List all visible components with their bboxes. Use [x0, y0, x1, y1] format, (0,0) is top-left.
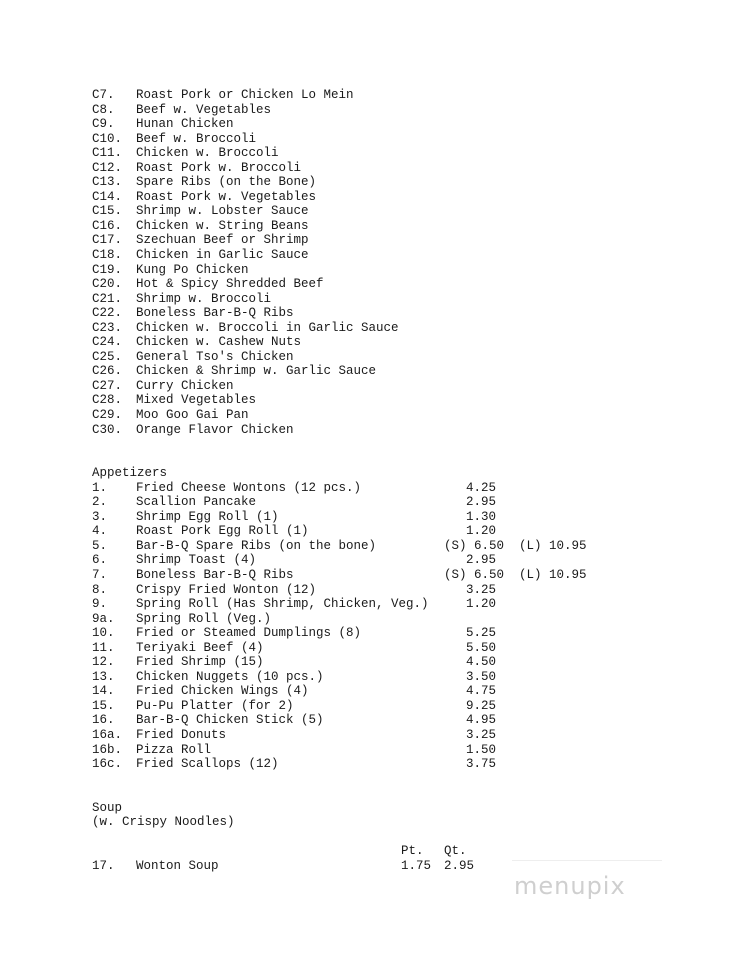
list-item [92, 175, 732, 190]
item-number: 3. [92, 509, 108, 524]
item-name: Fried or Steamed Dumplings (8) [136, 626, 362, 641]
list-item [92, 335, 732, 350]
item-name: Crispy Fried Wonton (12) [136, 582, 317, 597]
list-item [92, 699, 732, 714]
item-number: C12. [92, 160, 123, 175]
list-item [92, 743, 732, 758]
item-name: Scallion Pancake [136, 495, 257, 510]
list-item [92, 481, 732, 496]
item-name: Pizza Roll [136, 742, 212, 757]
item-price: 2.95 [466, 553, 497, 568]
list-item [92, 306, 732, 321]
item-price: 5.50 [466, 640, 497, 655]
quart-header: Qt. [444, 844, 467, 859]
watermark-rule [512, 860, 662, 861]
item-number: 16a. [92, 727, 123, 742]
list-item [92, 277, 732, 292]
item-price: 3.75 [466, 757, 497, 772]
item-price: 1.50 [466, 742, 497, 757]
list-item [92, 713, 732, 728]
item-number: C9. [92, 117, 115, 132]
list-item [92, 510, 732, 525]
list-item [92, 248, 732, 263]
list-item [92, 292, 732, 307]
item-name: Roast Pork Egg Roll (1) [136, 524, 309, 539]
item-price: 3.50 [466, 669, 497, 684]
item-number: 7. [92, 567, 108, 582]
item-number: 9a. [92, 611, 115, 626]
item-name: Fried Donuts [136, 727, 227, 742]
list-item [92, 495, 732, 510]
item-number: C7. [92, 88, 115, 102]
item-number: C14. [92, 189, 123, 204]
item-number: 4. [92, 524, 108, 539]
item-name: Spring Roll (Has Shrimp, Chicken, Veg.) [136, 597, 429, 612]
list-item [92, 233, 732, 248]
item-name: Roast Pork or Chicken Lo Mein [136, 88, 354, 102]
item-name: General Tso's Chicken [136, 349, 294, 364]
item-price: 4.75 [466, 684, 497, 699]
item-name: Hot & Spicy Shredded Beef [136, 277, 324, 292]
item-name: Chicken Nuggets (10 pcs.) [136, 669, 324, 684]
item-name: Boneless Bar-B-Q Ribs [136, 306, 294, 321]
item-name: Spring Roll (Veg.) [136, 611, 272, 626]
item-number: C15. [92, 204, 123, 219]
item-price: 4.95 [466, 713, 497, 728]
item-name: Fried Scallops (12) [136, 757, 279, 772]
list-item [92, 219, 732, 234]
item-number: C20. [92, 277, 123, 292]
item-price: 4.25 [466, 480, 497, 495]
combo-list [92, 88, 732, 437]
item-name: Spare Ribs (on the Bone) [136, 175, 317, 190]
item-number: C13. [92, 175, 123, 190]
item-number: C19. [92, 262, 123, 277]
item-price: 3.25 [466, 727, 497, 742]
item-name: Kung Po Chicken [136, 262, 249, 277]
appetizers-heading: Appetizers [92, 466, 168, 481]
item-number: 6. [92, 553, 108, 568]
item-name: Teriyaki Beef (4) [136, 640, 264, 655]
list-item [92, 408, 732, 423]
list-item [92, 88, 732, 103]
item-name: Fried Cheese Wontons (12 pcs.) [136, 480, 362, 495]
list-item [92, 132, 732, 147]
item-price: 3.25 [466, 582, 497, 597]
item-price: 4.50 [466, 655, 497, 670]
list-item [92, 524, 732, 539]
item-number: C11. [92, 146, 123, 161]
item-name: Chicken w. Cashew Nuts [136, 335, 302, 350]
list-item [92, 655, 732, 670]
item-name: Wonton Soup [136, 858, 219, 873]
item-name: Shrimp Egg Roll (1) [136, 509, 279, 524]
item-number: C16. [92, 218, 123, 233]
item-price: (S) 6.50 (L) 10.95 [444, 567, 587, 582]
item-number: C24. [92, 335, 123, 350]
item-number: C10. [92, 131, 123, 146]
list-item [92, 161, 732, 176]
list-item [92, 568, 732, 583]
item-name: Chicken w. Broccoli [136, 146, 279, 161]
item-number: 14. [92, 684, 115, 699]
item-name: Szechuan Beef or Shrimp [136, 233, 309, 248]
list-item [92, 364, 732, 379]
item-name: Pu-Pu Platter (for 2) [136, 698, 294, 713]
item-name: Shrimp w. Lobster Sauce [136, 204, 309, 219]
item-number: 16b. [92, 742, 123, 757]
list-item [92, 204, 732, 219]
list-item [92, 379, 732, 394]
appetizers-list [92, 481, 732, 772]
item-name: Bar-B-Q Spare Ribs (on the bone) [136, 538, 377, 553]
item-name: Mixed Vegetables [136, 393, 257, 408]
list-item [92, 684, 732, 699]
pint-header: Pt. [401, 844, 424, 859]
item-price: 1.20 [466, 597, 497, 612]
item-name: Chicken in Garlic Sauce [136, 248, 309, 263]
item-name: Beef w. Vegetables [136, 102, 272, 117]
list-item [92, 103, 732, 118]
item-number: C17. [92, 233, 123, 248]
list-item [92, 321, 732, 336]
list-item [92, 393, 732, 408]
item-number: 9. [92, 597, 108, 612]
list-item [92, 757, 732, 772]
item-number: C27. [92, 378, 123, 393]
item-number: 10. [92, 626, 115, 641]
item-number: C22. [92, 306, 123, 321]
item-name: Shrimp w. Broccoli [136, 291, 272, 306]
item-number: 13. [92, 669, 115, 684]
list-item [92, 146, 732, 161]
item-name: Beef w. Broccoli [136, 131, 257, 146]
list-item [92, 597, 732, 612]
list-item [92, 553, 732, 568]
list-item [92, 583, 732, 598]
quart-price: 2.95 [444, 858, 475, 873]
item-price: 1.30 [466, 509, 497, 524]
item-name: Chicken w. String Beans [136, 218, 309, 233]
item-number: C29. [92, 408, 123, 423]
list-item [92, 641, 732, 656]
list-item [92, 670, 732, 685]
list-item [92, 190, 732, 205]
soup-subtitle: (w. Crispy Noodles) [92, 815, 235, 830]
item-number: C21. [92, 291, 123, 306]
item-price: 1.20 [466, 524, 497, 539]
item-number: C8. [92, 102, 115, 117]
item-name: Roast Pork w. Broccoli [136, 160, 302, 175]
list-item [92, 117, 732, 132]
item-number: 5. [92, 538, 108, 553]
menupix-watermark: menupix [514, 872, 626, 900]
item-number: 17. [92, 858, 115, 873]
item-number: C26. [92, 364, 123, 379]
soup-column-headers [92, 844, 732, 859]
item-name: Shrimp Toast (4) [136, 553, 257, 568]
item-number: C30. [92, 422, 123, 437]
list-item [92, 539, 732, 554]
item-number: C28. [92, 393, 123, 408]
item-number: C25. [92, 349, 123, 364]
item-price: 2.95 [466, 495, 497, 510]
item-name: Moo Goo Gai Pan [136, 408, 249, 423]
pint-price: 1.75 [401, 858, 432, 873]
item-number: 16. [92, 713, 115, 728]
list-item [92, 626, 732, 641]
item-number: 8. [92, 582, 108, 597]
item-price: 9.25 [466, 698, 497, 713]
item-name: Fried Chicken Wings (4) [136, 684, 309, 699]
item-number: 15. [92, 698, 115, 713]
item-number: C18. [92, 248, 123, 263]
item-number: 12. [92, 655, 115, 670]
item-number: 16c. [92, 757, 123, 772]
list-item [92, 612, 732, 627]
item-price: 5.25 [466, 626, 497, 641]
item-name: Bar-B-Q Chicken Stick (5) [136, 713, 324, 728]
list-item [92, 350, 732, 365]
item-name: Fried Shrimp (15) [136, 655, 264, 670]
item-name: Roast Pork w. Vegetables [136, 189, 317, 204]
item-name: Hunan Chicken [136, 117, 234, 132]
soup-heading: Soup [92, 800, 123, 815]
list-item [92, 263, 732, 278]
item-number: 1. [92, 480, 108, 495]
item-name: Orange Flavor Chicken [136, 422, 294, 437]
list-item [92, 423, 732, 438]
item-name: Chicken w. Broccoli in Garlic Sauce [136, 320, 399, 335]
item-number: C23. [92, 320, 123, 335]
item-name: Chicken & Shrimp w. Garlic Sauce [136, 364, 377, 379]
item-number: 11. [92, 640, 115, 655]
list-item [92, 728, 732, 743]
menu-page [92, 88, 732, 873]
item-number: 2. [92, 495, 108, 510]
item-price: (S) 6.50 (L) 10.95 [444, 538, 587, 553]
item-name: Curry Chicken [136, 378, 234, 393]
item-name: Boneless Bar-B-Q Ribs [136, 567, 294, 582]
